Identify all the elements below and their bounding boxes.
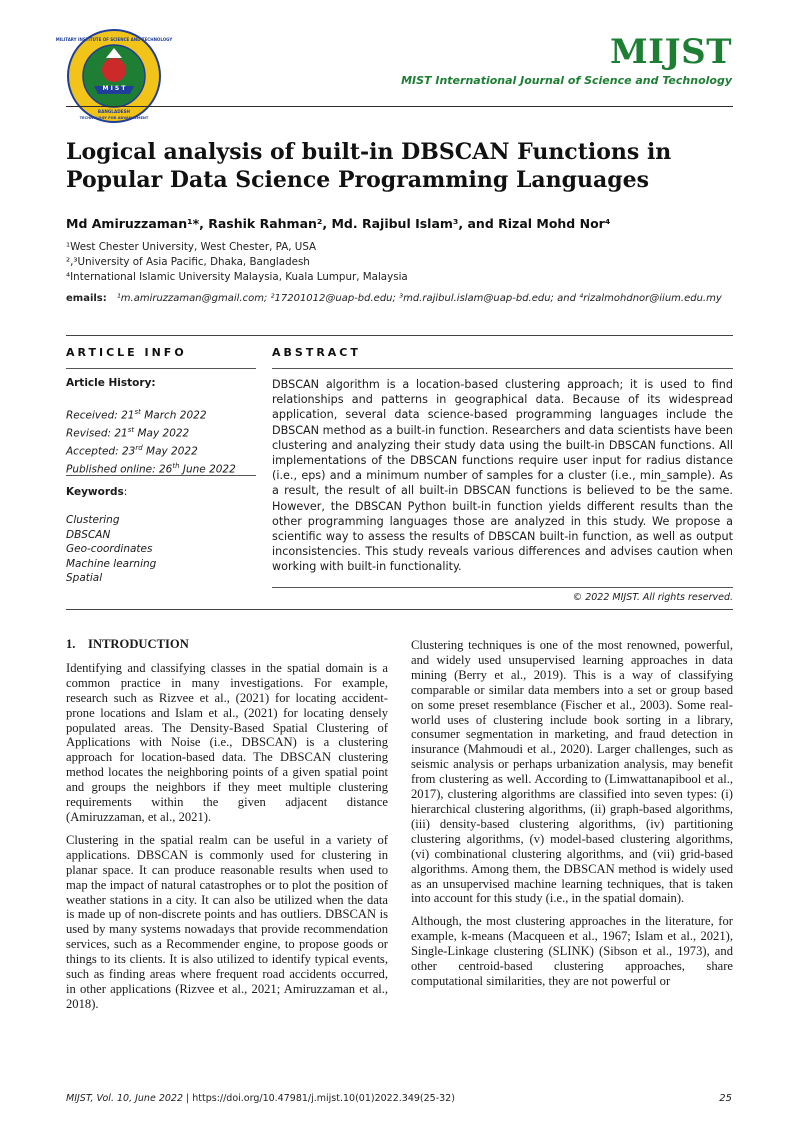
keywords-heading: Keywords: (66, 486, 128, 498)
affiliation-2: ²,³University of Asia Pacific, Dhaka, Bangladesh (66, 256, 310, 268)
logo-top-text: MILITARY INSTITUTE OF SCIENCE AND TECHNOLOGY (55, 37, 173, 42)
logo-country-text: BANGLADESH (97, 109, 131, 114)
keyword-item: Machine learning (66, 557, 157, 570)
footer-citation (66, 1093, 455, 1104)
footer-doi-link[interactable]: | https://doi.org/10.47981/j.mijst.10(01)2022.349(25-32) (183, 1093, 455, 1104)
history-heading: Article History: (66, 377, 156, 389)
email-line (66, 293, 722, 304)
logo-center-text: M I S T (102, 85, 126, 92)
info-divider-2 (66, 475, 256, 476)
abstract-heading: ABSTRACT (272, 346, 361, 359)
logo-bottom-text: TECHNOLOGY FOR ADVANCEMENT (79, 116, 149, 120)
copyright-notice: © 2022 MIJST. All rights reserved. (572, 592, 733, 603)
body-paragraph: Although, the most clustering approaches in the literature, for example, k-means (Macqueen et al., 1967; Islam et al., 2021), Single-Linkage clustering (SLINK) (Sibson et al., 1973), and other centroid-based clustering approaches, share computational similarities, they are not powerful or (411, 914, 733, 988)
history-list (66, 405, 236, 477)
history-received: Received: 21st March 2022 (66, 408, 207, 422)
body-paragraph: Identifying and classifying classes in the spatial domain is a common practice in many investigations. For example, research such as Rizvee et al., (2021) for locating accident-prone locations and Islam et al., (2021) for locating densely populated areas. The Density-Based Spatial Clustering of Applications with Noise (i.e., DBSCAN) is a clustering approach for location-based data. The DBSCAN clustering method locates the neighboring points of a given spatial point and groups the neighbors if they meet multiple clustering requirements within the given adjacent distance (Amiruzzaman, et al., 2021). (66, 660, 388, 824)
author-list: Md Amiruzzaman¹*, Rashik Rahman², Md. Rajibul Islam³, and Rizal Mohd Nor⁴ (66, 216, 611, 231)
info-bottom-divider (66, 609, 733, 610)
abstract-divider-2 (272, 587, 733, 588)
info-divider-1 (66, 368, 256, 369)
journal-logo (55, 28, 173, 124)
journal-short-title: MIJST (610, 32, 732, 72)
footer-journal: MIJST, Vol. 10, June 2022 (66, 1093, 183, 1104)
history-accepted: Accepted: 23rd May 2022 (66, 444, 198, 458)
keyword-item: Geo-coordinates (66, 543, 153, 555)
history-revised: Revised: 21st May 2022 (66, 426, 190, 440)
abstract-divider-1 (272, 368, 733, 369)
keyword-list (66, 513, 156, 586)
section-heading-introduction: 1. INTRODUCTION (66, 637, 189, 651)
history-published: Published online: 26th June 2022 (66, 462, 236, 476)
body-paragraph: Clustering in the spatial realm can be useful in a variety of applications. DBSCAN is commonly used for clustering in planar space. It can produce reasonable results when used to map the impact of natural catastrophes or to plot the position of weather stations in a city. It can also be utilized when the data is made up of non-discrete points and has outliers. DBSCAN is used by many systems nowadays that provide recommendation services, such as a Recommender engine, to propose goods or things to its clients. It is also utilized to identify typical events, such as finding areas where frequent road accidents occurred, in other applications (Rizvee et al., 2021; Amiruzzaman et al., 2018). (66, 832, 388, 1011)
info-top-divider (66, 335, 733, 336)
body-column-right (411, 638, 733, 997)
page-number: 25 (719, 1093, 732, 1104)
abstract-text: DBSCAN algorithm is a location-based clustering approach; it is used to find relationships and patterns in geographical data. Because of its widespread application, several data science-based programming languages include the DBSCAN method as a built-in function. Researchers and data scientists have been clustering and analyzing their study data using the built-in DBSCAN functions. All implementations of the DBSCAN functions require user input for radius distance (i.e., eps) and a minimum number of samples for a cluster (i.e., min_sample). As a result, the result of all built-in DBSCAN functions is believed to be the same. However, the DBSCAN Python built-in function yields different results than the other programming languages those are analyzed in this study. We propose a scientific way to assess the results of DBSCAN built-in function, as well as output inconsistencies. This study reveals various differences and advises caution when working with built-in functionality. (272, 378, 733, 574)
article-title: Logical analysis of built-in DBSCAN Functions in Popular Data Science Programming Languages (66, 139, 672, 193)
email-addresses: ¹m.amiruzzaman@gmail.com; ²17201012@uap-bd.edu; ³md.rajibul.islam@uap-bd.edu; and ⁴rizalmohdnor@iium.edu.my (116, 293, 722, 304)
body-column-left (66, 637, 388, 1020)
emails-label: emails: (66, 293, 107, 304)
header-divider (66, 106, 733, 107)
body-paragraph: Clustering techniques is one of the most renowned, powerful, and widely used unsupervised learning approaches in data mining (Berry et al., 2019). This is a way of classifying comparable or similar data members into a set or group based on some preset resemblance (Fischer et al., 2003). Some real-world uses of clustering include book sorting in a library, consumer segmentation in marketing, and fraud detection in insurance (Mahmoudi et al., 2020). Larger challenges, such as seismic analysis or perhaps urbanization analysis, may benefit from clustering as well. According to (Limwattanapibool et al., 2017), clustering algorithms are classified into seven types: (i) hierarchical clustering algorithms, (ii) graph-based algorithms, (iii) density-based clustering algorithms, (iv) partitioning clustering algorithms, (v) model-based clustering algorithms, (vi) combinational clustering algorithms, and (vii) grid-based algorithms. Among them, the DBSCAN method is widely used as an unsupervised machine learning techniques, that is taken into account for this study (i.e., in the spatial domain). (411, 638, 733, 906)
keyword-item: Clustering (66, 514, 120, 526)
affiliation-1: ¹West Chester University, West Chester, PA, USA (66, 241, 317, 253)
keyword-item: DBSCAN (66, 528, 111, 541)
keyword-item: Spatial (66, 572, 103, 584)
journal-full-title: MIST International Journal of Science and Technology (401, 74, 732, 87)
affiliation-3: ⁴International Islamic University Malaysia, Kuala Lumpur, Malaysia (66, 271, 408, 283)
article-info-heading: ARTICLE INFO (66, 346, 187, 359)
